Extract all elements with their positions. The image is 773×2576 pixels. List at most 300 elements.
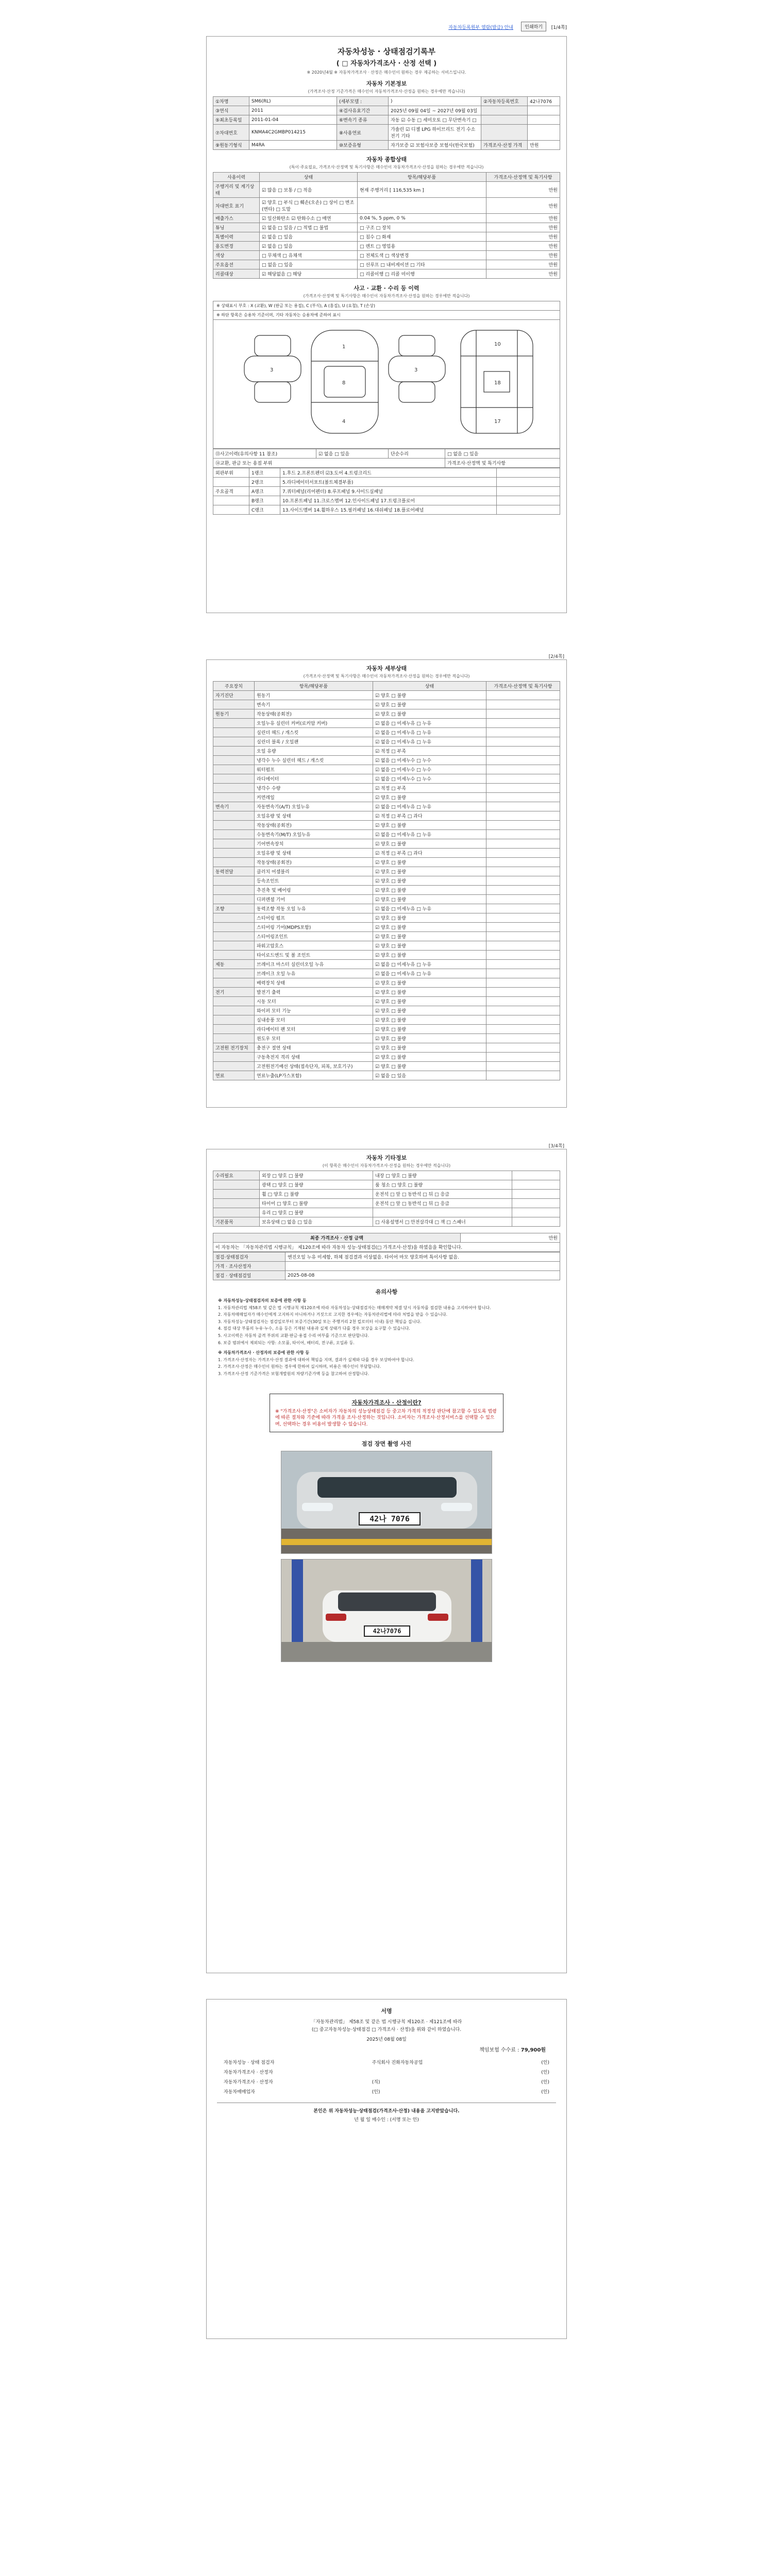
detail-system: [213, 821, 255, 830]
basic-cell: ④검사유효기간: [337, 106, 389, 115]
other-price: [512, 1208, 560, 1217]
basic-cell: 42나7076: [528, 97, 560, 106]
detail-part: 브레이크 마스터 실린더오일 누유: [255, 960, 373, 969]
basic-info-note: (가격조사·산정 기준가격은 매수인이 자동차가격조사·산정을 원하는 경우에만 적습니다): [308, 89, 465, 94]
detail-state: ☑ 양호 □ 불량: [373, 886, 486, 895]
detail-price: [486, 700, 560, 709]
simple-repair-state: □ 없음 □ 있음: [445, 449, 560, 459]
detail-part: 작동상태(공회전): [255, 821, 373, 830]
other-price: [512, 1199, 560, 1208]
opinion-title: 최종 가격조사 · 산정 금액: [213, 1233, 461, 1243]
other-b: 운전석 □ 앞 □ 동반석 □ 뒤 □ 응급: [373, 1190, 512, 1199]
detail-row: [213, 876, 560, 886]
other-group: [213, 1199, 260, 1208]
detail-system: [213, 793, 255, 802]
license-plate-rear: 42나7076: [364, 1625, 410, 1637]
inspection-photo-rear: [281, 1559, 492, 1662]
detail-system: [213, 1062, 255, 1071]
detail-system: [213, 969, 255, 978]
detail-row: [213, 941, 560, 951]
detail-price: [486, 709, 560, 719]
detail-part: 라디에이터 팬 모터: [255, 1025, 373, 1034]
detail-system: [213, 913, 255, 923]
basic-cell: ⑥변속기 종류: [337, 115, 389, 125]
detail-part: 오일 유량: [255, 747, 373, 756]
detail-system: [213, 951, 255, 960]
outer-part-cell: 1.후드 2.프론트펜더 ☑3.도어 4.트렁크리드: [280, 468, 497, 478]
detail-part: 작동상태(공회전): [255, 858, 373, 867]
detail-state: ☑ 적정 □ 부족: [373, 747, 486, 756]
other-b: [373, 1208, 512, 1217]
outer-part-cell: [213, 496, 249, 505]
other-title: 자동차 기타정보: [366, 1155, 407, 1161]
detail-note: (가격조사·산정액 및 특기사항은 매수인이 자동차가격조사·산정을 원하는 경우에만 적습니다): [303, 674, 470, 679]
basic-cell: ③연식: [213, 106, 249, 115]
basic-cell: [528, 125, 560, 141]
inspection-photo-front: [281, 1451, 492, 1554]
print-button[interactable]: 인쇄하기: [521, 22, 546, 31]
detail-part: 스티어링 펌프: [255, 913, 373, 923]
detail-system: [213, 728, 255, 737]
inspector-value: [285, 1262, 560, 1271]
other-row: [213, 1171, 560, 1180]
notice-title: 자동차가격조사 · 산정이란?: [351, 1399, 422, 1406]
signature-row: [222, 2077, 551, 2087]
detail-state: ☑ 없음 □ 있음: [373, 1071, 486, 1080]
status-cell: 만원: [486, 214, 560, 223]
note-item: 1. 가격조사·산정자는 가격조사·산정 결과에 대하여 책임을 지며, 결과가 실제와 다를 경우 보상하여야 합니다.: [218, 1357, 414, 1362]
detail-part: 와이퍼 모터 기능: [255, 1006, 373, 1015]
notes-head-2: ※ 자동차가격조사 · 산정자의 보증에 관한 사항 등: [218, 1350, 310, 1355]
basic-cell: ①차명: [213, 97, 249, 106]
detail-part: 고전원전기배선 상태(접속단자, 피복, 보호기구): [255, 1062, 373, 1071]
detail-part: 냉각수 수량: [255, 784, 373, 793]
other-b: 룸 청소 □ 양호 □ 불량: [373, 1180, 512, 1190]
detail-part: 시동 모터: [255, 997, 373, 1006]
outer-part-row: [213, 487, 560, 496]
detail-part: 라디에이터: [255, 774, 373, 784]
basic-cell: KNMA4C2GMBP014215: [249, 125, 337, 141]
status-title: 자동차 종합상태: [366, 156, 407, 163]
outer-label: ⑭교환, 판금 또는 용접 부위: [213, 459, 445, 468]
car-diagram: [213, 320, 560, 449]
signature-right-label: (직): [372, 2080, 380, 2085]
detail-row: [213, 709, 560, 719]
detail-part: 실린더 블록 / 오일팬: [255, 737, 373, 747]
note-item: 4. 점검 대상 부품의 누유·누수, 소음 등은 기재된 내용과 실제 상태가 다를 경우 보상을 요구할 수 있습니다.: [218, 1326, 410, 1331]
outer-part-cell: 1랭크: [249, 468, 280, 478]
detail-row: [213, 904, 560, 913]
status-row: [213, 182, 560, 198]
detail-header: 항목/해당부품: [255, 682, 373, 691]
car-outline-icon: [234, 325, 543, 444]
outer-part-row: [213, 478, 560, 487]
other-a: 외장 □ 양호 □ 불량: [260, 1171, 373, 1180]
outer-part-cell: A랭크: [249, 487, 280, 496]
other-table: [213, 1171, 560, 1227]
detail-state: ☑ 없음 □ 미세누유 □ 누유: [373, 728, 486, 737]
detail-part: 브레이크 오일 누유: [255, 969, 373, 978]
status-cell: 0.04 %, 5 ppm, 0 %: [358, 214, 486, 223]
other-row: [213, 1190, 560, 1199]
status-cell: □ 렌트 □ 영업용: [358, 242, 486, 251]
detail-system: 자기진단: [213, 691, 255, 700]
notes-title: 유의사항: [375, 1289, 398, 1295]
detail-price: [486, 719, 560, 728]
detail-state: ☑ 양호 □ 불량: [373, 700, 486, 709]
basic-info-table: [213, 96, 560, 150]
detail-part: 원동기: [255, 691, 373, 700]
detail-part: 자동변속기(A/T) 오일누유: [255, 802, 373, 811]
detail-system: 동력전달: [213, 867, 255, 876]
status-cell: ☑ 없음 □ 있음: [260, 242, 358, 251]
signature-line-1: 「자동차관리법」 제58조 및 같은 법 시행규칙 제120조 · 제121조에 따라: [311, 2020, 462, 2025]
svg-text:10: 10: [494, 342, 501, 347]
status-cell: 차대번호 표기: [213, 198, 260, 214]
detail-part: 파워고압호스: [255, 941, 373, 951]
detail-system: [213, 997, 255, 1006]
detail-price: [486, 784, 560, 793]
signature-row: [222, 2067, 551, 2077]
detail-state: ☑ 없음 □ 미세누유 □ 누유: [373, 802, 486, 811]
detail-price: [486, 951, 560, 960]
detail-system: [213, 765, 255, 774]
detail-system: [213, 700, 255, 709]
detail-row: [213, 728, 560, 737]
detail-part: 워터펌프: [255, 765, 373, 774]
detail-row: [213, 951, 560, 960]
basic-cell: SM6(RL): [249, 97, 337, 106]
page-1: [206, 36, 567, 613]
accident-table: [213, 449, 560, 468]
note-item: 3. 가격조사·산정 기준가격은 보험개발원의 차량기준가액 등을 참고하여 산정합니다.: [218, 1371, 369, 1376]
detail-state: ☑ 없음 □ 미세누유 □ 누유: [373, 719, 486, 728]
detail-part: 냉각수 누수 실린더 헤드 / 개스킷: [255, 756, 373, 765]
detail-row: [213, 960, 560, 969]
basic-row: [213, 97, 560, 106]
status-cell: 만원: [486, 242, 560, 251]
note-item: 5. 사고이력은 자동차 골격 부위의 교환·판금·용접 수리 여부를 기준으로 판단합니다.: [218, 1333, 369, 1338]
car-front-photo-icon: [281, 1451, 492, 1554]
detail-state: ☑ 양호 □ 불량: [373, 988, 486, 997]
car-rear-photo-icon: [281, 1560, 492, 1662]
detail-part: 연료누출(LP가스포함): [255, 1071, 373, 1080]
signature-footer-1: 본인은 위 자동차성능·상태점검(가격조사·산정) 내용을 고지받았습니다.: [217, 2103, 556, 2114]
detail-price: [486, 728, 560, 737]
svg-text:3: 3: [414, 367, 418, 373]
other-group: [213, 1208, 260, 1217]
detail-state: ☑ 양호 □ 불량: [373, 709, 486, 719]
detail-row: [213, 719, 560, 728]
detail-price: [486, 904, 560, 913]
detail-part: 구동축전지 격리 상태: [255, 1053, 373, 1062]
detail-system: [213, 774, 255, 784]
basic-cell: ): [389, 97, 481, 106]
detail-row: [213, 849, 560, 858]
outer-part-cell: C랭크: [249, 505, 280, 515]
basic-row: [213, 141, 560, 150]
other-b: 운전석 □ 앞 □ 동반석 □ 뒤 □ 응급: [373, 1199, 512, 1208]
detail-part: 실린더 헤드 / 개스킷: [255, 728, 373, 737]
outer-part-cell: 10.프론트패널 11.크로스멤버 12.인사이드패널 17.트렁크플로어: [280, 496, 497, 505]
note-item: 1. 자동차관리법 제58조 및 같은 법 시행규칙 제120조에 따라 자동차성능·상태점검자는 매매계약 체결 당시 자동차를 점검한 내용을 고지하여야 합니다.: [218, 1305, 491, 1310]
detail-state: ☑ 양호 □ 불량: [373, 923, 486, 932]
outer-part-cell: 주요골격: [213, 487, 249, 496]
basic-cell: [528, 106, 560, 115]
other-row: [213, 1208, 560, 1217]
detail-price: [486, 821, 560, 830]
status-cell: □ 무채색 □ 유채색: [260, 251, 358, 260]
signature-mark[interactable]: (인): [541, 2070, 549, 2075]
outer-part-cell: B랭크: [249, 496, 280, 505]
page-title: 자동차성능 · 상태점검기록부: [337, 47, 436, 56]
basic-cell: [481, 125, 528, 141]
detail-state: ☑ 양호 □ 불량: [373, 793, 486, 802]
detail-part: 배력장치 상태: [255, 978, 373, 988]
detail-part: 타이로드엔드 및 볼 조인트: [255, 951, 373, 960]
detail-system: 변속기: [213, 802, 255, 811]
status-cell: □ 리콜이행 □ 리콜 미이행: [358, 269, 486, 279]
detail-row: [213, 886, 560, 895]
note-item: 2. 자동차매매업자가 매수인에게 고지하지 아니하거나 거짓으로 고지한 경우에는 자동차관리법에 따라 처벌을 받을 수 있습니다.: [218, 1312, 448, 1317]
signature-label: 자동차매매업자: [224, 2090, 255, 2095]
basic-cell: 가솔린 ☑ 디젤 LPG 하이브리드 전기 수소전기 기타: [389, 125, 481, 141]
detail-price: [486, 1025, 560, 1034]
detail-part: 발전기 출력: [255, 988, 373, 997]
basic-cell: [481, 115, 528, 125]
accident-legend-2: ※ 하단 항목은 승용차 기준이며, 기타 자동차는 승용차에 준하여 표시: [213, 311, 560, 320]
detail-system: [213, 1053, 255, 1062]
status-cell: 주행거리 및 계기상태: [213, 182, 260, 198]
page-2-indicator: [2/4쪽]: [548, 654, 564, 659]
detail-price: [486, 895, 560, 904]
other-b: □ 사용설명서 □ 안전삼각대 □ 잭 □ 스패너: [373, 1217, 512, 1227]
detail-row: [213, 1043, 560, 1053]
signature-right-label: (인): [372, 2090, 380, 2095]
accident-legend: ※ 상태표시 부호 : X (교환), W (판금 또는 용접), C (부식), A (흠집), U (요철), T (손상): [213, 301, 560, 311]
outer-part-cell: 외판부위: [213, 468, 249, 478]
page-3: [206, 1144, 567, 1973]
detail-part: 수동변속기(M/T) 오일누유: [255, 830, 373, 839]
status-header: 항목/해당부품: [358, 173, 486, 182]
status-cell: □ 선루프 □ 내비게이션 □ 기타: [358, 260, 486, 269]
signature-date: 2025년 08월 08일: [366, 2037, 407, 2042]
svg-text:3: 3: [270, 367, 274, 373]
basic-row: [213, 115, 560, 125]
status-cell: 용도변경: [213, 242, 260, 251]
detail-state: ☑ 적정 □ 부족 □ 과다: [373, 849, 486, 858]
detail-price: [486, 756, 560, 765]
signature-right-label: [370, 2067, 518, 2077]
basic-cell: 2011-01-04: [249, 115, 337, 125]
detail-system: [213, 747, 255, 756]
outer-right: 가격조사·산정액 및 특기사항: [445, 459, 560, 468]
status-cell: ☑ 해당없음 □ 해당: [260, 269, 358, 279]
detail-state: ☑ 양호 □ 불량: [373, 858, 486, 867]
basic-cell: ⑧사용연료: [337, 125, 389, 141]
detail-price: [486, 691, 560, 700]
other-group: 수리필요: [213, 1171, 260, 1180]
signature-footer-2: 년 월 일 매수인 : (서명 또는 인): [354, 2117, 419, 2123]
price-notice-box: [270, 1394, 503, 1433]
registration-info-link[interactable]: 자동차등록원부 열람(발급) 안내: [448, 25, 513, 30]
detail-row: [213, 811, 560, 821]
detail-system: [213, 784, 255, 793]
detail-price: [486, 1053, 560, 1062]
detail-state: ☑ 없음 □ 미세누유 □ 누유: [373, 737, 486, 747]
status-cell: 만원: [486, 269, 560, 279]
signature-label: 자동차성능 · 상태 점검자: [224, 2060, 275, 2065]
detail-system: [213, 830, 255, 839]
detail-price: [486, 1043, 560, 1053]
detail-row: [213, 765, 560, 774]
outer-part-row: [213, 468, 560, 478]
status-cell: 만원: [486, 223, 560, 232]
detail-state: ☑ 양호 □ 불량: [373, 941, 486, 951]
other-price: [512, 1190, 560, 1199]
detail-price: [486, 793, 560, 802]
signature-mark[interactable]: (인): [541, 2060, 549, 2065]
detail-row: [213, 700, 560, 709]
license-plate-front: 42나 7076: [359, 1512, 421, 1526]
notes-block-1: [213, 1296, 560, 1380]
status-row: [213, 223, 560, 232]
detail-row: [213, 784, 560, 793]
detail-state: ☑ 양호 □ 불량: [373, 1053, 486, 1062]
detail-state: ☑ 적정 □ 부족 □ 과다: [373, 811, 486, 821]
page-indicator: [1/4쪽]: [551, 25, 567, 30]
detail-price: [486, 830, 560, 839]
detail-price: [486, 747, 560, 756]
other-price: [512, 1180, 560, 1190]
detail-part: 오일누유 실린더 커버(로커암 커버): [255, 719, 373, 728]
accident-note: (가격조사·산정액 및 특기사항은 매수인이 자동차가격조사·산정을 원하는 경우에만 적습니다): [303, 294, 470, 298]
page-4: [206, 1999, 567, 2339]
detail-system: 제동: [213, 960, 255, 969]
basic-cell: ⑦차대번호: [213, 125, 249, 141]
signature-mark[interactable]: (인): [541, 2080, 549, 2085]
svg-text:17: 17: [494, 419, 501, 425]
status-cell: ☑ 일산화탄소 ☑ 탄화수소 □ 매연: [260, 214, 358, 223]
simple-repair-label: 단순수리: [389, 449, 445, 459]
inspector-row: [213, 1252, 560, 1262]
detail-row: [213, 737, 560, 747]
outer-part-cell: 5.라디에이터서포트(볼트체결부품): [280, 478, 497, 487]
opinion-line: 이 자동차는 「자동차관리법 시행규칙」 제120조에 따라 자동차 성능·상태점검(□ 가격조사·산정)을 하였음을 확인합니다.: [213, 1243, 560, 1252]
detail-state: ☑ 양호 □ 불량: [373, 1034, 486, 1043]
detail-row: [213, 747, 560, 756]
outer-part-price: [497, 487, 560, 496]
detail-price: [486, 997, 560, 1006]
status-header: 가격조사·산정액 및 특기사항: [486, 173, 560, 182]
detail-state: ☑ 양호 □ 불량: [373, 1006, 486, 1015]
status-row: [213, 242, 560, 251]
status-cell: 주요옵션: [213, 260, 260, 269]
signature-mark[interactable]: (인): [541, 2090, 549, 2095]
status-row: [213, 232, 560, 242]
basic-cell: [481, 106, 528, 115]
detail-system: [213, 811, 255, 821]
status-cell: □ 침수 □ 화재: [358, 232, 486, 242]
signature-label: 자동차가격조사 · 산정자: [224, 2070, 273, 2075]
note-item: 6. 보증 범위에서 제외되는 사항: 소모품, 타이어, 배터리, 전구류, 오일류 등.: [218, 1340, 355, 1345]
detail-price: [486, 932, 560, 941]
detail-row: [213, 1015, 560, 1025]
outer-part-price: [497, 496, 560, 505]
page-subtitle: ( □ 자동차가격조사 · 산정 선택 ): [336, 60, 437, 67]
status-header: 상태: [260, 173, 358, 182]
other-a: 휠 □ 양호 □ 불량: [260, 1190, 373, 1199]
basic-cell: 자동 ☑ 수동 □ 세미오토 □ 무단변속기 □: [389, 115, 481, 125]
svg-text:4: 4: [342, 419, 346, 425]
detail-row: [213, 932, 560, 941]
status-cell: 만원: [486, 182, 560, 198]
detail-row: [213, 756, 560, 765]
outer-part-cell: 13.사이드멤버 14.휠하우스 15.필러패널 16.대쉬패널 18.플로어패널: [280, 505, 497, 515]
status-cell: 특별이력: [213, 232, 260, 242]
detail-price: [486, 969, 560, 978]
detail-price: [486, 1071, 560, 1080]
basic-cell: 2025년 09월 04일 ~ 2027년 09월 03일: [389, 106, 481, 115]
inspector-label: 점검·상태점검자: [213, 1252, 285, 1262]
status-cell: 만원: [486, 251, 560, 260]
detail-row: [213, 774, 560, 784]
accident-label: ⑬사고이력(유의사항 11 참조): [213, 449, 316, 459]
detail-price: [486, 1034, 560, 1043]
detail-state: ☑ 양호 □ 불량: [373, 821, 486, 830]
other-row: [213, 1199, 560, 1208]
detail-part: 실내송풍 모터: [255, 1015, 373, 1025]
other-a: 보유상태 □ 없음 □ 있음: [260, 1217, 373, 1227]
detail-row: [213, 997, 560, 1006]
detail-price: [486, 765, 560, 774]
fee-value: 79,900원: [520, 2047, 546, 2053]
detail-state: ☑ 없음 □ 미세누유 □ 누유: [373, 969, 486, 978]
basic-row: [213, 125, 560, 141]
detail-price: [486, 923, 560, 932]
signature-right-label: 주식회사 진화자동차공업: [372, 2060, 423, 2065]
detail-price: [486, 960, 560, 969]
svg-text:1: 1: [342, 344, 346, 350]
photos-title: 점검 장면 촬영 사진: [361, 1440, 412, 1448]
detail-price: [486, 849, 560, 858]
detail-system: [213, 1034, 255, 1043]
status-row: [213, 198, 560, 214]
other-group: [213, 1190, 260, 1199]
detail-state: ☑ 양호 □ 불량: [373, 895, 486, 904]
detail-part: 윈도우 모터: [255, 1034, 373, 1043]
detail-system: [213, 756, 255, 765]
basic-cell: ②자동차등록번호: [481, 97, 528, 106]
detail-state: ☑ 양호 □ 불량: [373, 932, 486, 941]
other-note: (이 항목은 매수인이 자동차가격조사·산정을 원하는 경우에만 적습니다): [322, 1163, 451, 1168]
detail-title: 자동차 세부상태: [366, 665, 407, 672]
detail-state: ☑ 양호 □ 불량: [373, 867, 486, 876]
detail-row: [213, 1053, 560, 1062]
detail-state: ☑ 없음 □ 미세누수 □ 누수: [373, 756, 486, 765]
detail-system: [213, 895, 255, 904]
detail-price: [486, 839, 560, 849]
detail-system: 조향: [213, 904, 255, 913]
detail-row: [213, 830, 560, 839]
status-cell: ☑ 없음 □ 있음: [260, 232, 358, 242]
detail-part: 커먼레일: [255, 793, 373, 802]
detail-row: [213, 1034, 560, 1043]
status-note: (특이·주요필요, 가격조사·산정액 및 특기사항은 매수인이 자동차가격조사·산정을 원하는 경우에만 적습니다): [289, 165, 484, 170]
note-item: 3. 자동차성능·상태점검자는 점검일로부터 보증기간(30일 또는 주행거리 2천 킬로미터 이내) 동안 책임을 집니다.: [218, 1319, 422, 1324]
detail-system: [213, 1015, 255, 1025]
basic-info-title: 자동차 기본정보: [366, 80, 407, 87]
